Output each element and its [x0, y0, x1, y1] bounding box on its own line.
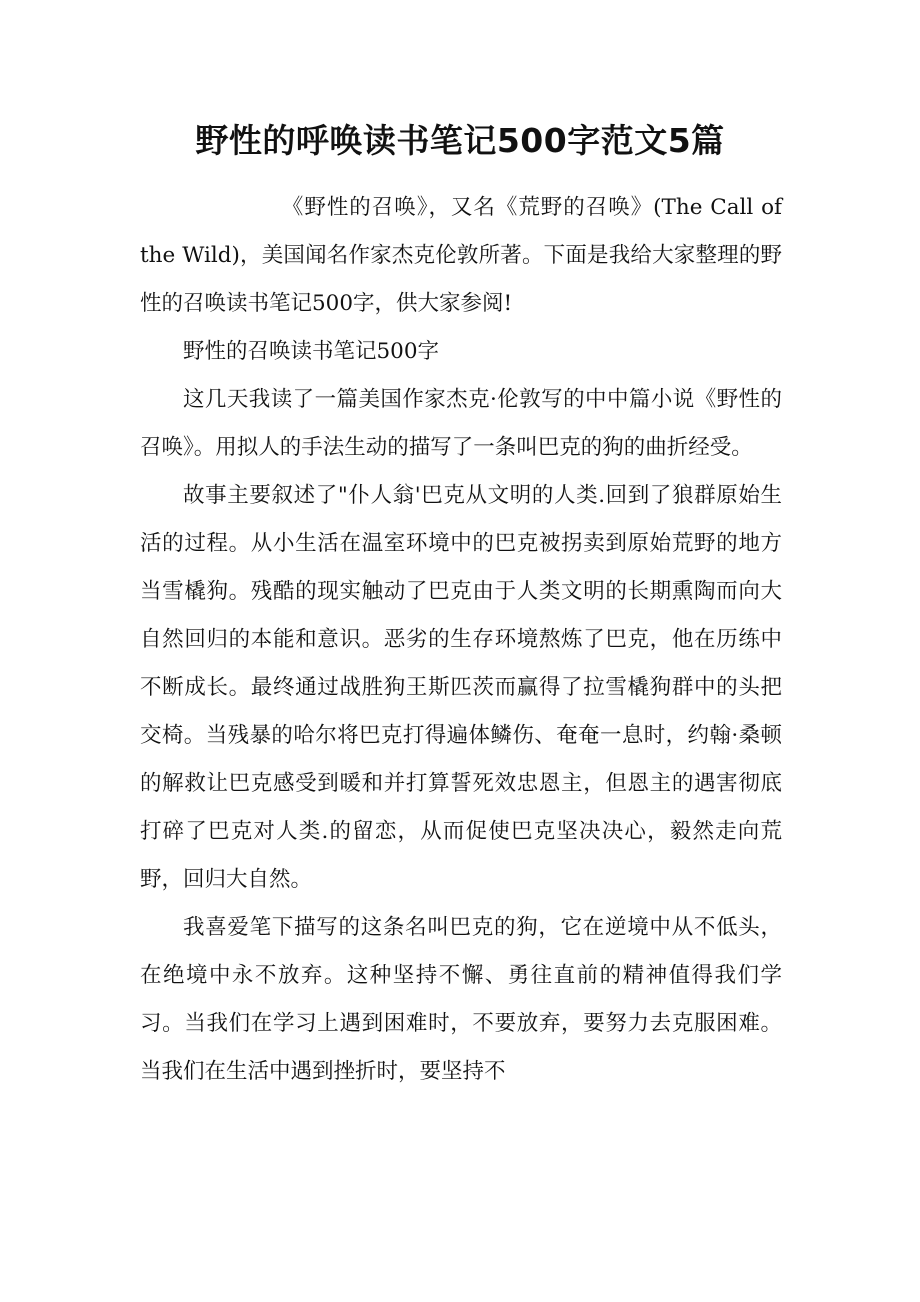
body-paragraph: 这几天我读了一篇美国作家杰克·伦敦写的中中篇小说《野性的召唤》。用拟人的手法生动的描写了一条叫巴克的狗的曲折经受。 [140, 387, 782, 460]
section-heading: 野性的召唤读书笔记500字 [183, 339, 440, 364]
document-title: 野性的呼唤读书笔记500字范文5篇 [195, 121, 725, 160]
document-body [140, 184, 782, 1096]
body-paragraph: 故事主要叙述了"仆人翁'巴克从文明的人类.回到了狼群原始生活的过程。从小生活在温室环境中的巴克被拐卖到原始荒野的地方当雪橇狗。残酷的现实触动了巴克由于人类文明的长期熏陶而向大自然回归的本能和意识。恶劣的生存环境熬炼了巴克，他在历练中不断成长。最终通过战胜狗王斯匹茨而赢得了拉雪橇狗群中的头把交椅。当残暴的哈尔将巴克打得遍体鳞伤、奄奄一息时，约翰·桑顿的解救让巴克感受到暖和并打算誓死效忠恩主，但恩主的遇害彻底打碎了巴克对人类.的留恋，从而促使巴克坚决决心，毅然走向荒野，回归大自然。 [140, 483, 782, 892]
intro-paragraph: 《野性的召唤》，又名《荒野的召唤》(The Call of the Wild)，美国闻名作家杰克伦敦所著。下面是我给大家整理的野性的召唤读书笔记500字，供大家参阅! [140, 195, 782, 316]
body-paragraph: 我喜爱笔下描写的这条名叫巴克的狗，它在逆境中从不低头，在绝境中永不放弃。这种坚持不懈、勇往直前的精神值得我们学习。当我们在学习上遇到困难时，不要放弃，要努力去克服困难。当我们在生活中遇到挫折时，要坚持不 [140, 915, 782, 1084]
